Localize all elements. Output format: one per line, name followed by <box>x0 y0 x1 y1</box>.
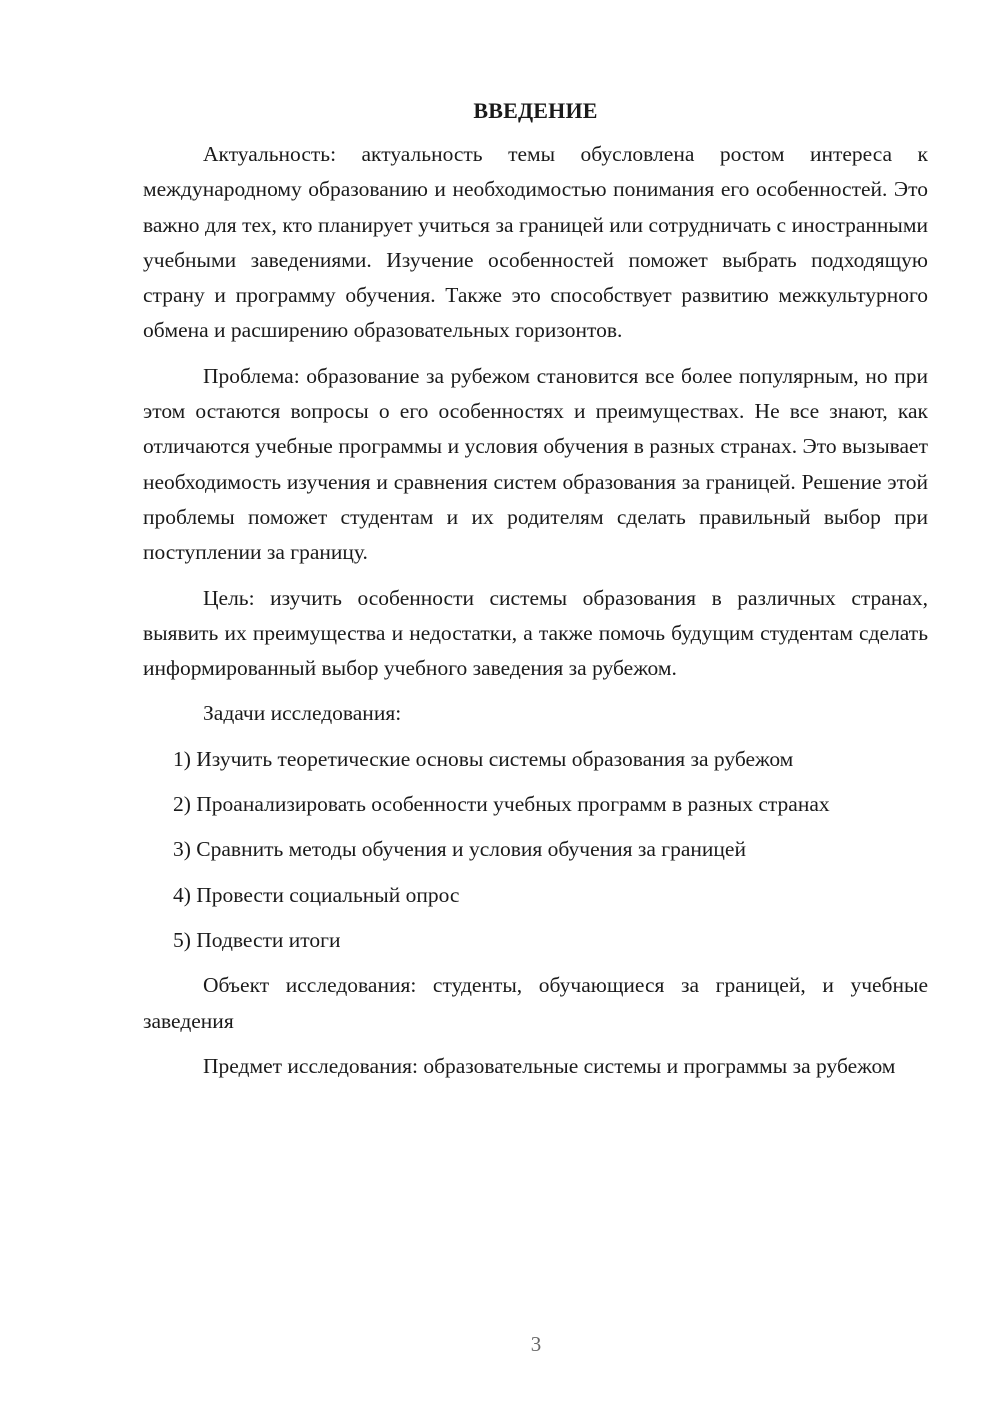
relevance-paragraph: Актуальность: актуальность темы обусловлена ростом интереса к международному образованию и необходимостью понимания его особенностей. Это важно для тех, кто планирует учиться за границей или сотрудничать с иностранными учебными заведениями. Изучение особенностей поможет выбрать подходящую страну и программу обучения. Также это способствует развитию межкультурного обмена и расширению образовательных горизонтов. <box>143 142 928 343</box>
object-paragraph: Объект исследования: студенты, обучающиеся за границей, и учебные заведения <box>143 973 928 1033</box>
subject-paragraph: Предмет исследования: образовательные системы и программы за рубежом <box>203 1053 896 1078</box>
goal-paragraph: Цель: изучить особенности системы образования в различных странах, выявить их преимущества и недостатки, а также помочь будущим студентам сделать информированный выбор учебного заведения за рубежом. <box>143 585 928 681</box>
task-item-1: 1) Изучить теоретические основы системы образования за рубежом <box>173 746 794 771</box>
page-content <box>143 95 928 1094</box>
task-item-2: 2) Проанализировать особенности учебных программ в разных странах <box>173 792 830 817</box>
section-title: ВВЕДЕНИЕ <box>473 98 598 123</box>
task-item-5: 5) Подвести итоги <box>173 927 341 952</box>
task-item-3: 3) Сравнить методы обучения и условия обучения за границей <box>173 837 746 862</box>
page-number: 3 <box>530 1332 542 1356</box>
tasks-heading: Задачи исследования: <box>203 701 402 726</box>
task-item-4: 4) Провести социальный опрос <box>173 882 460 907</box>
problem-paragraph: Проблема: образование за рубежом становится все более популярным, но при этом остаются вопросы о его особенностях и преимуществах. Не все знают, как отличаются учебные программы и условия обучения в разных странах. Это вызывает необходимость изучения и сравнения систем образования за границей. Решение этой проблемы поможет студентам и их родителям сделать правильный выбор при поступлении за границу. <box>143 363 928 565</box>
